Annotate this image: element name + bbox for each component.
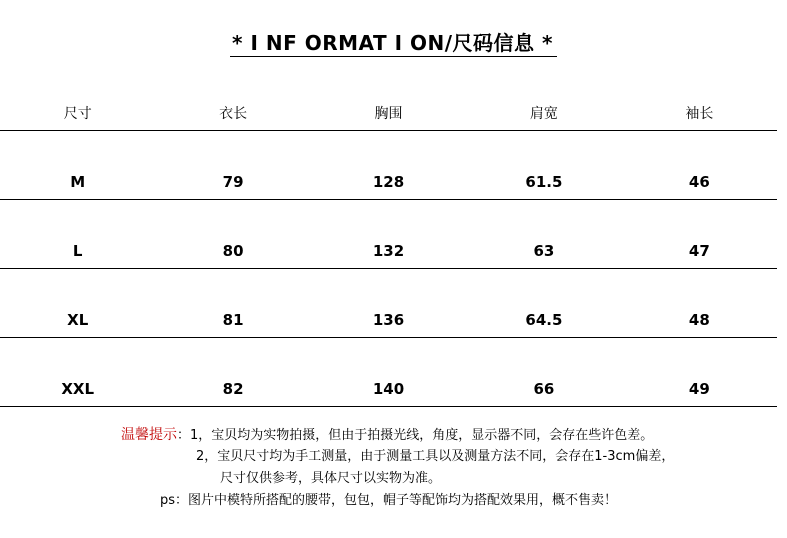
cell-sleeve: 46 xyxy=(688,173,710,191)
table-row xyxy=(0,165,777,199)
note-text-1: ：1，宝贝均为实物拍摄，但由于拍摄光线，角度，显示器不同，会存在些许色差。 xyxy=(177,428,654,443)
size-table xyxy=(0,96,777,407)
cell-length: 81 xyxy=(222,311,244,329)
cell-chest: 136 xyxy=(372,311,405,329)
cell-length: 80 xyxy=(222,242,244,260)
note-line-4: ps：图片中模特所搭配的腰带，包包，帽子等配饰均为搭配效果用，概不售卖！ xyxy=(160,493,618,508)
cell-shoulder: 63 xyxy=(533,242,555,260)
cell-sleeve: 49 xyxy=(688,380,710,398)
cell-sleeve: 47 xyxy=(688,242,710,260)
cell-size: L xyxy=(72,242,83,260)
cell-shoulder: 66 xyxy=(533,380,555,398)
table-row xyxy=(0,234,777,268)
cell-shoulder: 61.5 xyxy=(525,173,563,191)
cell-size: XXL xyxy=(61,380,95,398)
header-cell-shoulder: 肩宽 xyxy=(529,106,558,122)
row-divider xyxy=(0,406,777,407)
header-cell-chest: 胸围 xyxy=(374,106,403,122)
header-cell-sleeve: 袖长 xyxy=(685,106,714,122)
cell-length: 82 xyxy=(222,380,244,398)
note-line-2: 2，宝贝尺寸均为手工测量，由于测量工具以及测量方法不同，会存在1-3cm偏差， xyxy=(196,449,675,464)
cell-sleeve: 48 xyxy=(688,311,710,329)
note-line-1 xyxy=(121,424,653,447)
note-line-3: 尺寸仅供参考，具体尺寸以实物为准。 xyxy=(220,471,442,486)
cell-shoulder: 64.5 xyxy=(525,311,563,329)
header-cell-length: 衣长 xyxy=(219,106,248,122)
cell-chest: 140 xyxy=(372,380,405,398)
cell-size: M xyxy=(70,173,86,191)
page-title xyxy=(0,30,787,57)
page-title-text: * I NF ORMAT I ON/尺码信息 * xyxy=(230,30,557,57)
table-row xyxy=(0,372,777,406)
tip-label: 温馨提示 xyxy=(121,427,177,443)
header-cell-size: 尺寸 xyxy=(63,106,92,122)
cell-chest: 128 xyxy=(372,173,405,191)
cell-length: 79 xyxy=(222,173,244,191)
cell-chest: 132 xyxy=(372,242,405,260)
cell-size: XL xyxy=(67,311,89,329)
table-header-row xyxy=(0,96,777,130)
table-row xyxy=(0,303,777,337)
